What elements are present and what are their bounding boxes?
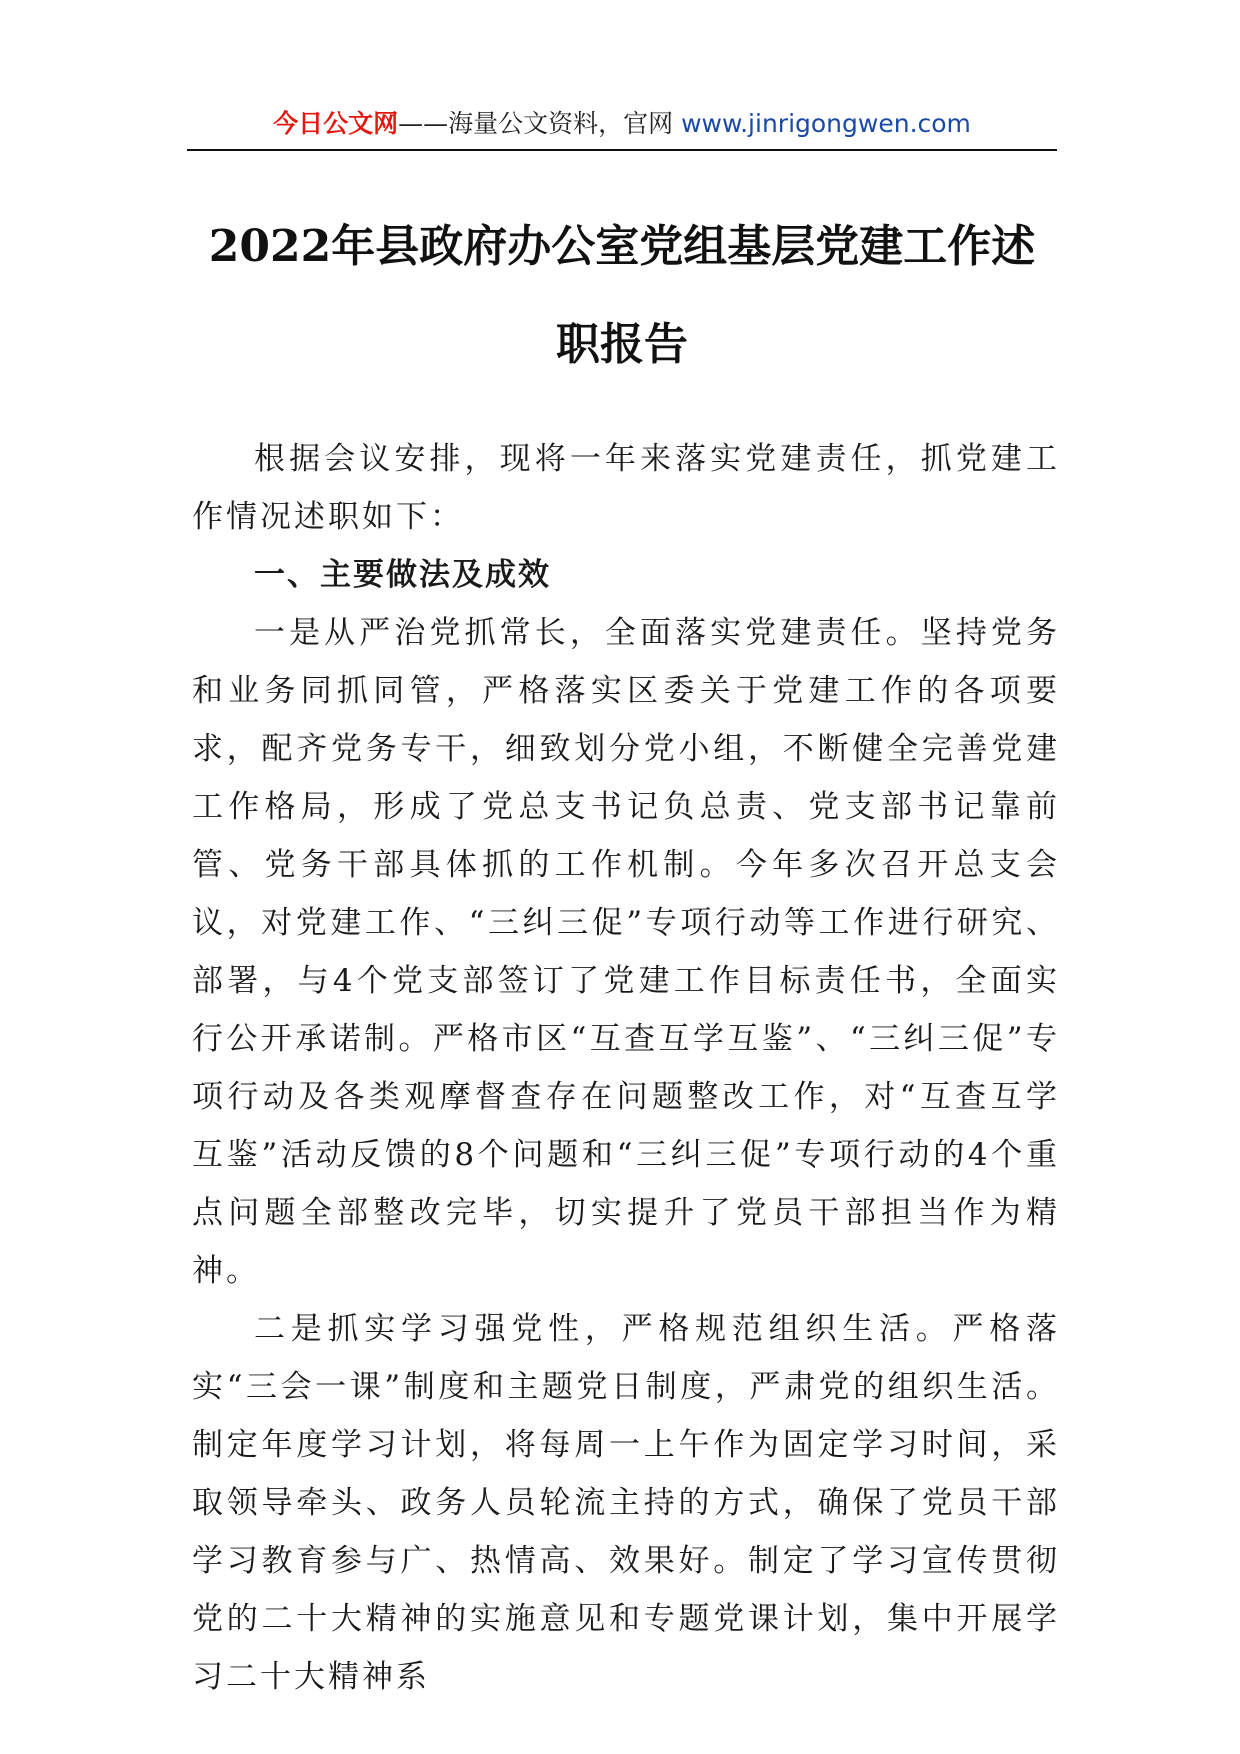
section-heading: 一、主要做法及成效 <box>254 557 551 593</box>
intro-paragraph: 根据会议安排，现将一年来落实党建责任，抓党建工作情况述职如下： <box>192 441 1060 535</box>
body-paragraph: 一是从严治党抓常长，全面落实党建责任。坚持党务和业务同抓同管，严格落实区委关于党建工作的各项要求，配齐党务专干，细致划分党小组，不断健全完善党建工作格局，形成了党总支书记负总责、党支部书记靠前管、党务干部具体抓的工作机制。今年多次召开总支会议，对党建工作、“三纠三促”专项行动等工作进行研究、部署，与4个党支部签订了党建工作目标责任书，全面实行公开承诺制。严格市区“互查互学互鉴”、“三纠三促”专项行动及各类观摩督查存在问题整改工作，对“互查互学互鉴”活动反馈的8个问题和“三纠三促”专项行动的4个重点问题全部整改完毕，切实提升了党员干部担当作为精神。 <box>192 615 1060 1289</box>
body-paragraph: 二是抓实学习强党性，严格规范组织生活。严格落实“三会一课”制度和主题党日制度，严肃党的组织生活。制定年度学习计划，将每周一上午作为固定学习时间，采取领导牵头、政务人员轮流主持的方式，确保了党员干部学习教育参与广、热情高、效果好。制定了学习宣传贯彻党的二十大精神的实施意见和专题党课计划，集中开展学习二十大精神系 <box>192 1311 1060 1695</box>
header-divider <box>187 149 1057 151</box>
header-tagline: ——海量公文资料，官网 <box>398 109 682 138</box>
page-header <box>187 102 1057 146</box>
document-title: 2022年县政府办公室党组基层党建工作述职报告 <box>208 221 1036 370</box>
brand-name: 今日公文网 <box>273 109 399 138</box>
document-body <box>192 430 1060 1706</box>
website-link[interactable]: www.jinrigongwen.com <box>681 109 971 138</box>
